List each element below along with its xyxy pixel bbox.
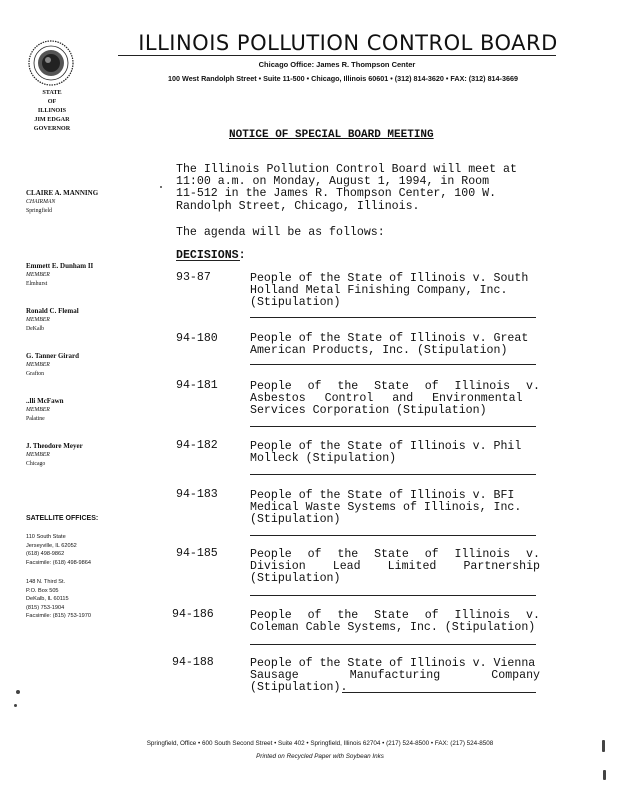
satellite-address-line: (618) 498-9862 (26, 551, 65, 558)
case-line: Coleman Cable Systems, Inc. (Stipulation) (250, 620, 536, 634)
member-role: MEMBER (26, 407, 50, 413)
case-line: People of the State of Illinois v. South (250, 272, 529, 285)
case-divider (250, 317, 536, 318)
member-name: ..lli McFawn (26, 397, 64, 405)
case-divider (250, 364, 536, 365)
satellite-address-line: 148 N. Third St. (26, 579, 66, 585)
case-line: (Stipulation) (250, 295, 341, 309)
case-description (250, 490, 540, 525)
governor-block (20, 88, 84, 133)
member-name: G. Tanner Girard (26, 352, 79, 360)
case-line: Services Corporation (Stipulation) (250, 403, 487, 417)
case-line: Medical Waste Systems of Illinois, Inc. (250, 500, 522, 514)
case-divider (250, 595, 536, 596)
intro-line: The Illinois Pollution Control Board will meet at (176, 163, 517, 176)
case-divider (342, 692, 536, 693)
case-line: People of the State of Illinois v. BFI (250, 489, 515, 502)
satellite-address-line: (815) 753-1904 (26, 604, 65, 611)
agenda-intro: The agenda will be as follows: (176, 226, 385, 239)
footer-address: Springfield, Office • 600 South Second Street • Suite 402 • Springfield, Illinois 62704 • (217) 524-8500 • FAX: (217) 524-8508 (146, 740, 494, 747)
case-number: 94-188 (172, 656, 214, 669)
case-divider (250, 535, 536, 536)
scan-speck (160, 186, 162, 188)
governor-line: ILLINOIS (37, 107, 67, 114)
case-line: People of the State of Illinois v. (250, 380, 540, 393)
scan-speck (16, 690, 20, 694)
board-member (26, 262, 93, 289)
office-name: Chicago Office: James R. Thompson Center (258, 60, 416, 69)
case-number: 94-185 (176, 547, 218, 560)
meeting-intro (176, 164, 546, 213)
satellite-address-line: Facsimile: (618) 498-9864 (26, 559, 91, 566)
member-role: MEMBER (26, 452, 50, 458)
case-number: 94-186 (172, 608, 214, 621)
case-line: Asbestos Control and Environmental (250, 391, 523, 405)
case-line: (Stipulation) (250, 512, 341, 526)
member-name: CLAIRE A. MANNING (26, 189, 99, 197)
case-line: (Stipulation). (250, 680, 348, 694)
case-line: People of the State of Illinois v. Vienna (250, 657, 536, 670)
satellite-address-line: DeKalb, IL 60115 (26, 596, 69, 603)
case-line: Holland Metal Finishing Company, Inc. (250, 283, 508, 297)
member-city: DeKalb (26, 326, 45, 332)
satellite-address-line: Facsimile: (815) 753-1970 (26, 613, 91, 620)
satellite-address-line: 110 South State (26, 534, 66, 540)
board-member (26, 352, 79, 379)
state-seal-icon (28, 40, 74, 86)
case-description (250, 441, 540, 465)
satellite-office-jerseyville (26, 533, 91, 567)
office-address: 100 West Randolph Street • Suite 11-500 • Chicago, Illinois 60601 • (312) 814-3620 • FAX: (312) 814-3669 (168, 74, 518, 83)
member-city: Palatine (26, 416, 45, 422)
member-name: J. Theodore Meyer (26, 442, 83, 450)
member-city: Springfield (26, 208, 53, 214)
member-role: CHAIRMAN (26, 199, 56, 205)
case-description (250, 381, 540, 416)
board-title: ILLINOIS POLLUTION CONTROL BOARD (138, 31, 558, 55)
case-line: Sausage Manufacturing Company (250, 668, 540, 682)
case-number: 93-87 (176, 271, 211, 284)
satellite-office-dekalb (26, 578, 91, 621)
board-member (26, 442, 83, 469)
case-description (250, 549, 540, 584)
case-description (250, 333, 540, 357)
case-description (250, 658, 540, 693)
header-divider (118, 55, 556, 56)
satellite-address-line: Jerseyville, IL 62052 (26, 542, 77, 549)
case-line: People of the State of Illinois v. (250, 548, 540, 561)
board-member (26, 397, 64, 424)
member-city: Elmhurst (26, 281, 48, 287)
case-line: People of the State of Illinois v. Phil (250, 440, 522, 453)
case-divider (250, 644, 536, 645)
member-role: MEMBER (26, 272, 50, 278)
board-member (26, 307, 79, 334)
member-name: Ronald C. Flemal (26, 307, 79, 315)
intro-line: 11-512 in the James R. Thompson Center, 100 W. (176, 187, 497, 201)
case-line: People of the State of Illinois v. (250, 609, 540, 622)
footer-recycled-note: Printed on Recycled Paper with Soybean Inks (256, 753, 384, 760)
decisions-heading: DECISIONS: (176, 249, 246, 262)
scan-speck (603, 770, 606, 780)
case-line: Molleck (Stipulation) (250, 451, 397, 465)
case-number: 94-183 (176, 488, 218, 501)
case-description (250, 273, 540, 308)
scan-speck (602, 740, 605, 752)
case-divider (250, 426, 536, 427)
member-city: Grafton (26, 371, 45, 377)
case-divider (250, 474, 536, 475)
case-line: (Stipulation) (250, 571, 341, 585)
case-number: 94-181 (176, 379, 218, 392)
member-name: Emmett E. Dunham II (26, 262, 94, 270)
case-line: People of the State of Illinois v. Great (250, 332, 529, 345)
board-member (26, 189, 98, 216)
case-line: American Products, Inc. (Stipulation) (250, 343, 508, 357)
case-line: Division Lead Limited Partnership (250, 559, 540, 573)
case-number: 94-182 (176, 439, 218, 452)
satellite-offices-title: SATELLITE OFFICES: (26, 515, 99, 522)
governor-line: JIM EDGAR (34, 116, 70, 123)
member-city: Chicago (26, 461, 46, 467)
case-number: 94-180 (176, 332, 218, 345)
governor-line: OF (47, 98, 57, 105)
notice-title: NOTICE OF SPECIAL BOARD MEETING (229, 129, 434, 141)
intro-line: 11:00 a.m. on Monday, August 1, 1994, in Room (176, 175, 490, 189)
member-role: MEMBER (26, 317, 50, 323)
governor-line: GOVERNOR (33, 125, 71, 132)
satellite-address-line: P.O. Box 505 (26, 587, 59, 594)
member-role: MEMBER (26, 362, 50, 368)
case-description (250, 610, 540, 634)
scan-speck (14, 704, 17, 707)
governor-line: STATE (42, 89, 62, 96)
intro-line: Randolph Street, Chicago, Illinois. (176, 199, 420, 213)
